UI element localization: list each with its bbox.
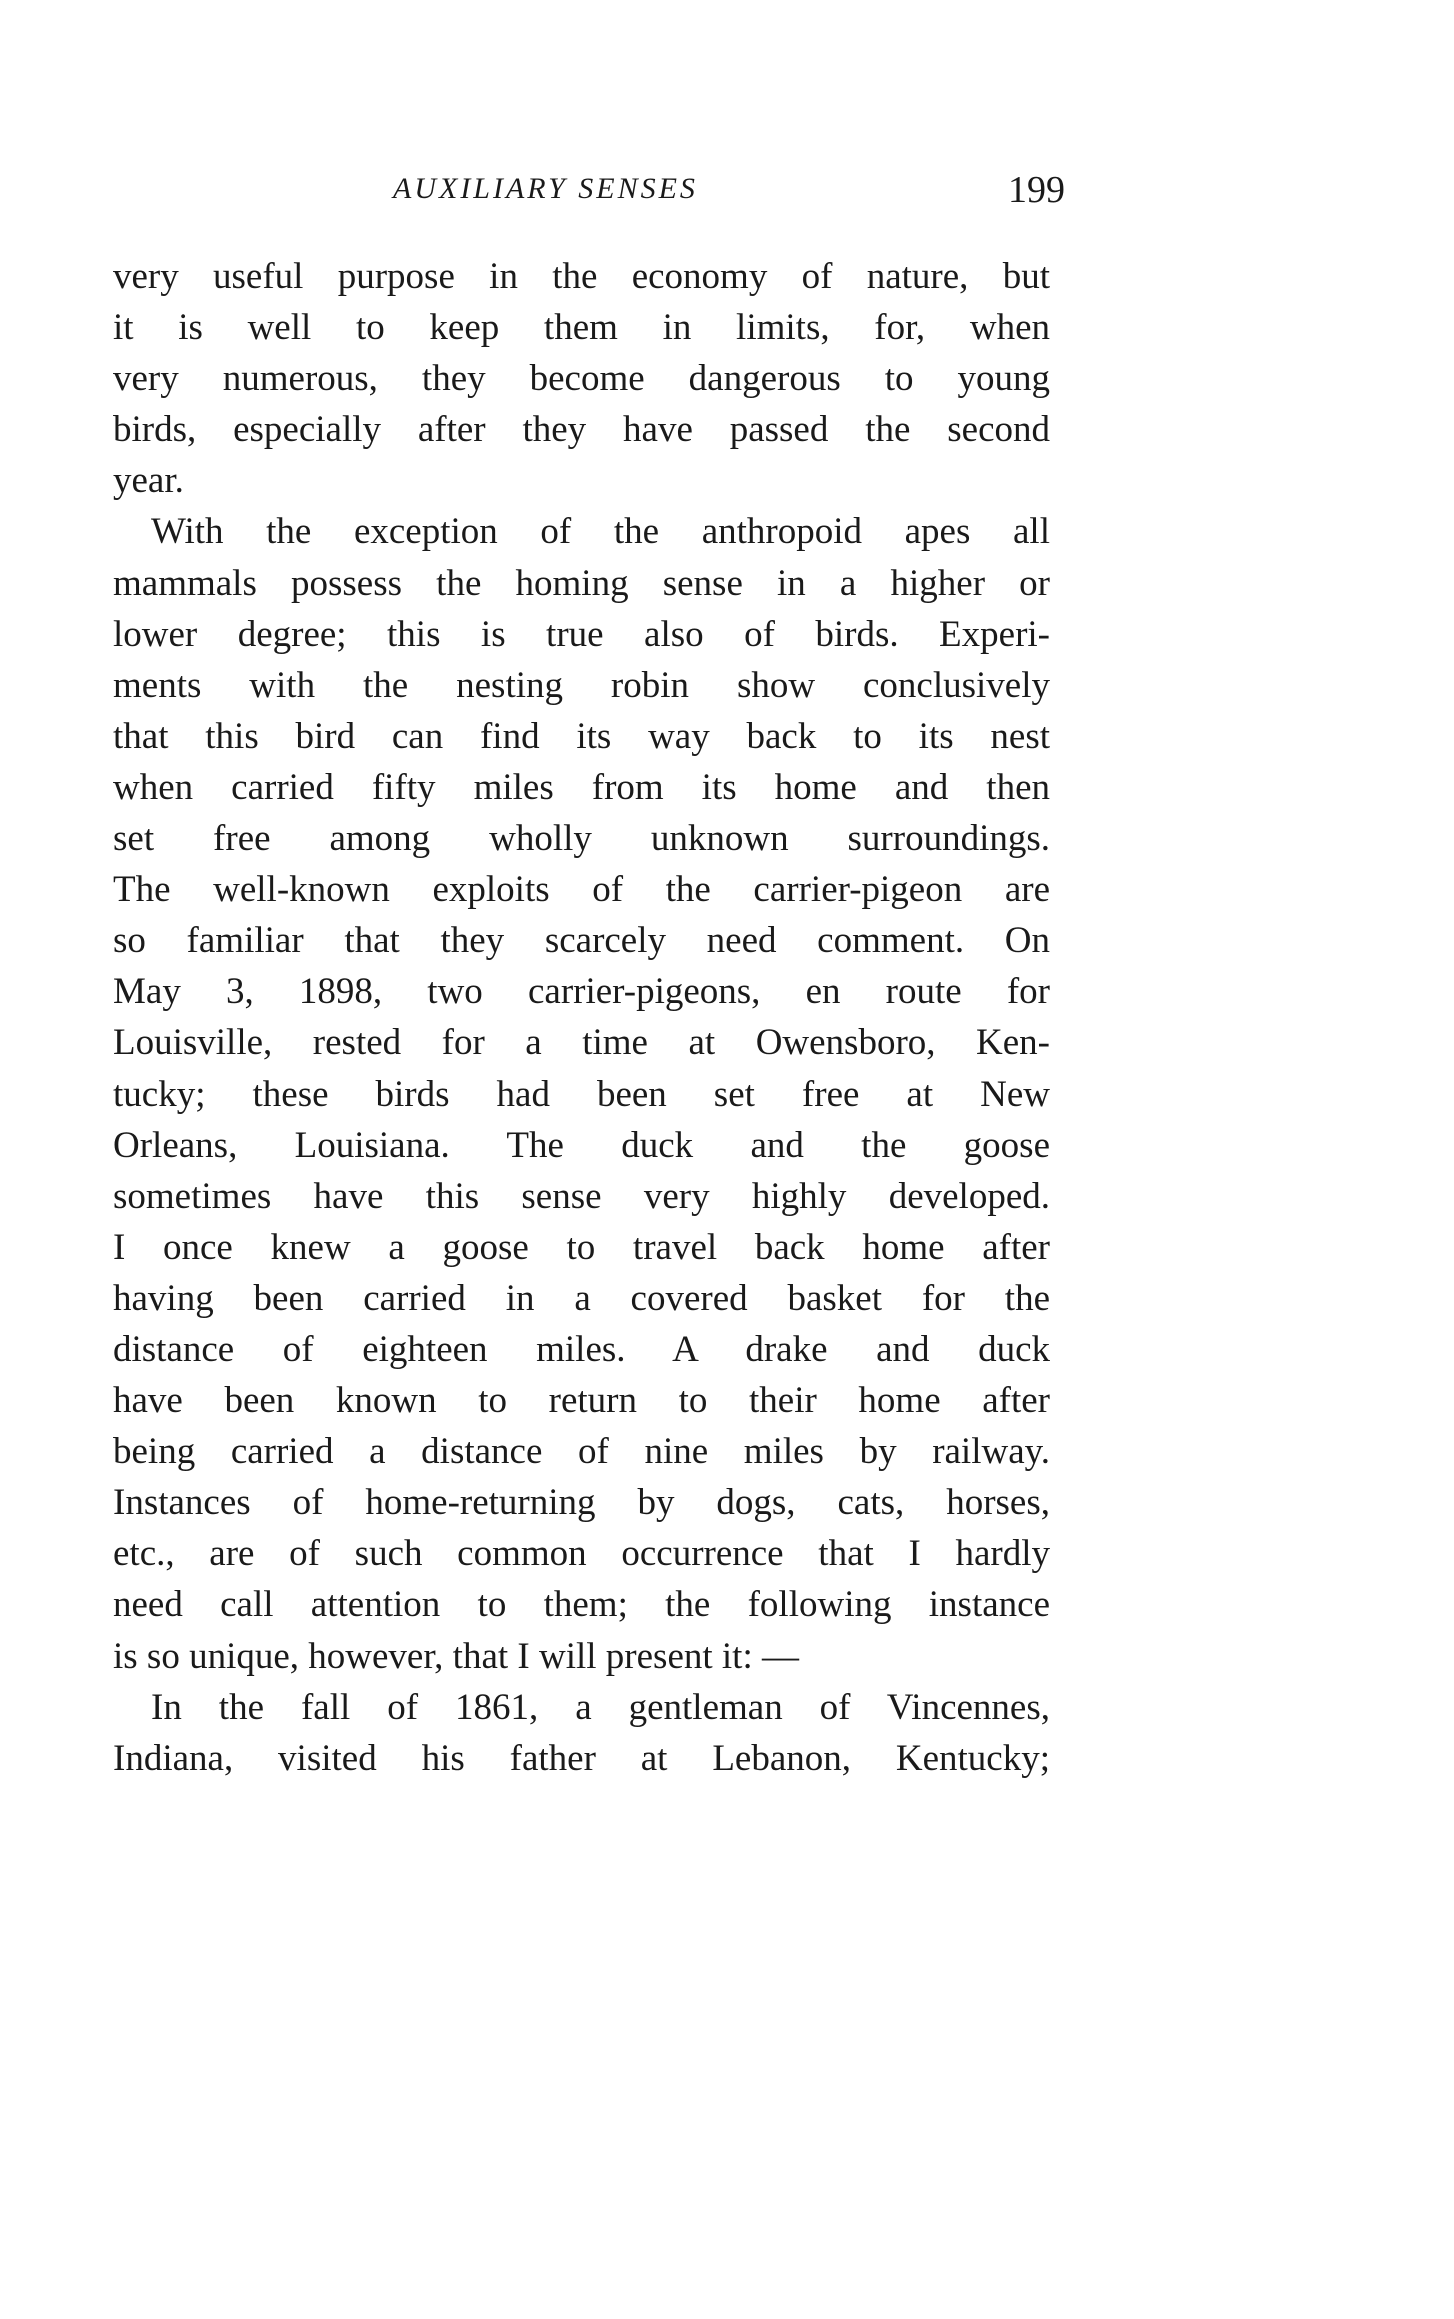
text-line: mammals possess the homing sense in a higher or bbox=[113, 562, 1050, 604]
text-line: being carried a distance of nine miles by railway. bbox=[113, 1431, 1050, 1473]
body-text bbox=[113, 251, 1050, 1784]
text-line: May 3, 1898, two carrier-pigeons, en route for bbox=[113, 971, 1050, 1013]
text-line: sometimes have this sense very highly developed. bbox=[113, 1175, 1050, 1217]
text-line: Instances of home-returning by dogs, cats, horses, bbox=[113, 1482, 1050, 1524]
running-title: AUXILIARY SENSES bbox=[393, 172, 698, 205]
text-line: etc., are of such common occurrence that I hardly bbox=[113, 1533, 1050, 1575]
text-line: tucky; these birds had been set free at New bbox=[113, 1073, 1050, 1115]
text-line: set free among wholly unknown surroundings. bbox=[113, 818, 1050, 860]
text-line: that this bird can find its way back to its nest bbox=[113, 715, 1050, 757]
text-line: lower degree; this is true also of birds. Experi- bbox=[113, 613, 1050, 655]
text-line: very useful purpose in the economy of nature, but bbox=[113, 256, 1050, 297]
text-line: distance of eighteen miles. A drake and duck bbox=[113, 1328, 1050, 1370]
text-line: it is well to keep them in limits, for, when bbox=[113, 307, 1050, 349]
text-line: Indiana, visited his father at Lebanon, Kentucky; bbox=[113, 1737, 1050, 1779]
text-line: I once knew a goose to travel back home after bbox=[113, 1226, 1050, 1268]
text-line: is so unique, however, that I will present it: — bbox=[113, 1635, 799, 1677]
page-header bbox=[113, 168, 1065, 216]
text-line: Louisville, rested for a time at Owensboro, Ken- bbox=[113, 1022, 1050, 1064]
text-line: In the fall of 1861, a gentleman of Vincennes, bbox=[151, 1686, 1050, 1728]
text-line: having been carried in a covered basket for the bbox=[113, 1277, 1050, 1319]
text-line: ments with the nesting robin show conclusively bbox=[113, 664, 1050, 706]
text-line: very numerous, they become dangerous to young bbox=[113, 358, 1050, 400]
text-line: year. bbox=[113, 460, 184, 502]
text-line: so familiar that they scarcely need comment. On bbox=[113, 920, 1050, 962]
text-line: With the exception of the anthropoid apes all bbox=[151, 511, 1050, 553]
text-line: need call attention to them; the following instance bbox=[113, 1584, 1050, 1626]
text-line: The well-known exploits of the carrier-pigeon are bbox=[113, 869, 1050, 911]
page-number: 199 bbox=[1008, 169, 1065, 211]
text-line: Orleans, Louisiana. The duck and the goose bbox=[113, 1124, 1050, 1166]
text-line: when carried fifty miles from its home and then bbox=[113, 766, 1050, 808]
text-line: have been known to return to their home after bbox=[113, 1380, 1050, 1422]
text-line: birds, especially after they have passed the second bbox=[113, 409, 1050, 451]
